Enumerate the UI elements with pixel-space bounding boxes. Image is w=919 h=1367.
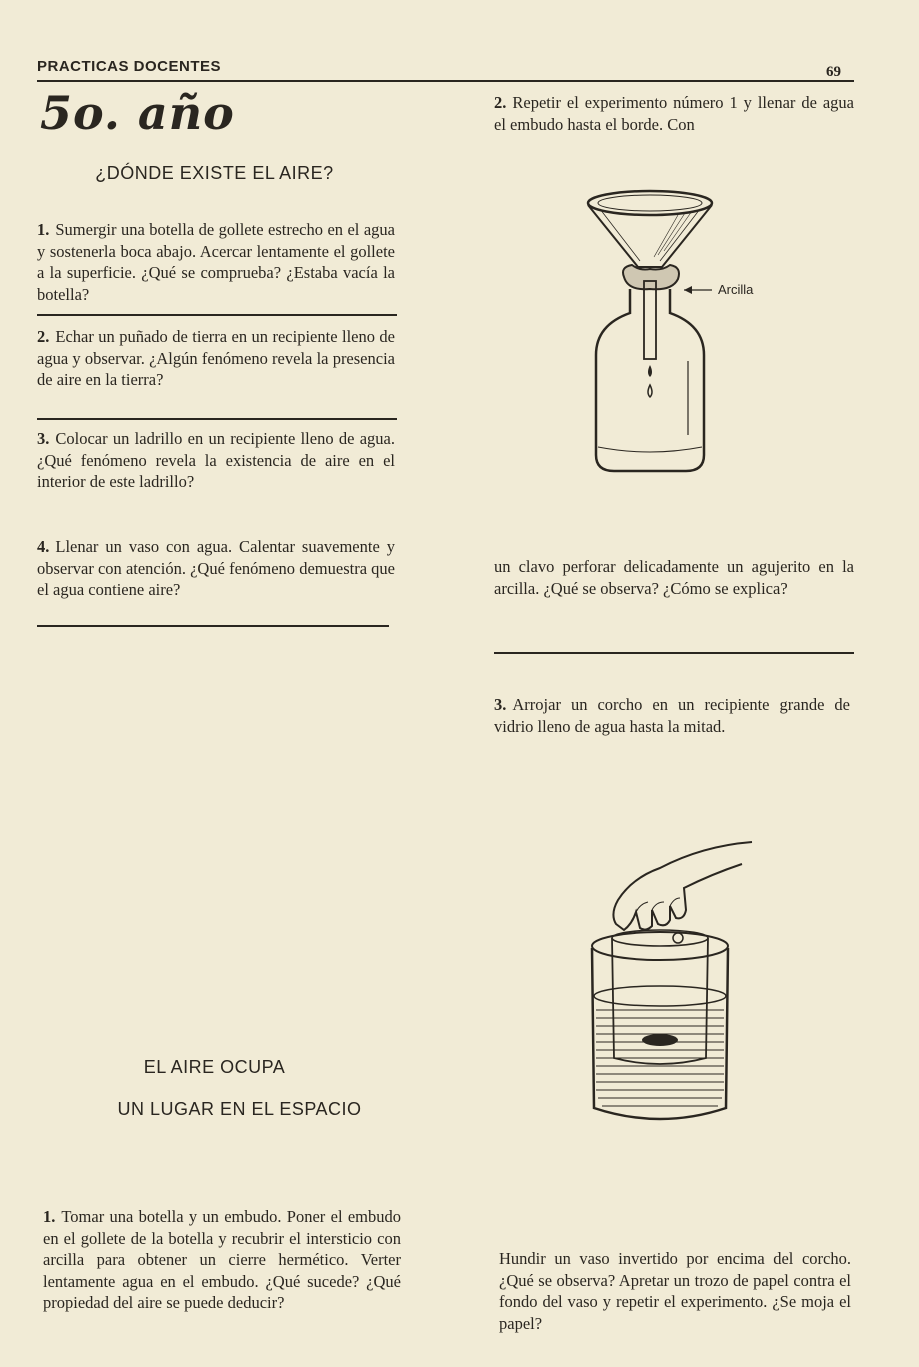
exercise-text: Colocar un ladrillo en un recipiente lleno de agua. ¿Qué fenómeno revela la existencia de aire en el interior de este ladrillo? — [37, 429, 395, 491]
divider — [37, 418, 397, 420]
exercise-text: Echar un puñado de tierra en un recipiente lleno de agua y observar. ¿Algún fenómeno revela la presencia de aire en la tierra? — [37, 327, 395, 389]
exercise-1 — [37, 219, 395, 305]
grade-title: 5o. año — [40, 86, 235, 140]
exercise-number: 1. — [37, 220, 50, 239]
exercise-text: Repetir el experimento número 1 y llenar de agua el embudo hasta el borde. Con — [494, 93, 854, 134]
exercise-right-2-continued: un clavo perforar delicadamente un agujerito en la arcilla. ¿Qué se observa? ¿Cómo se explica? — [494, 557, 854, 598]
exercise-4 — [37, 536, 395, 601]
exercise-number: 3. — [37, 429, 50, 448]
inverted-glass-cork-illustration — [582, 838, 772, 1128]
exercise-number: 4. — [37, 537, 50, 556]
divider — [494, 652, 854, 654]
exercise-right-3-intro — [494, 694, 850, 737]
header-rule — [37, 80, 854, 82]
divider — [37, 314, 397, 316]
exercise-3 — [37, 428, 395, 493]
exercise-text: Tomar una botella y un embudo. Poner el embudo en el gollete de la botella y recubrir el intersticio con arcilla para obtener un cierre hermético. Verter lentamente agua en el embudo. ¿Qué sucede? ¿Qué propiedad del aire se puede deducir? — [43, 1207, 401, 1312]
section-heading-where-air: ¿DÓNDE EXISTE EL AIRE? — [95, 163, 334, 183]
exercise-text: Arrojar un corcho en un recipiente grande de vidrio lleno de agua hasta la mitad. — [494, 695, 850, 736]
exercise-number: 1. — [43, 1207, 56, 1226]
running-header: PRACTICAS DOCENTES — [37, 58, 222, 75]
exercise-number: 2. — [494, 93, 507, 112]
exercise-right-3-continued: Hundir un vaso invertido por encima del corcho. ¿Qué se observa? Apretar un trozo de papel contra el fondo del vaso y repetir el experimento. ¿Se moja el papel? — [499, 1249, 851, 1333]
exercise-text: Sumergir una botella de gollete estrecho en el agua y sostenerla boca abajo. Acercar lentamente el gollete a la superficie. ¿Qué se comprueba? ¿Estaba vacía la botella? — [37, 220, 395, 304]
section-heading-air-occupies-line2: UN LUGAR EN EL ESPACIO — [117, 1099, 362, 1119]
section-heading-air-occupies: EL AIRE OCUPA — [143, 1057, 286, 1077]
exercise-number: 2. — [37, 327, 50, 346]
exercise-2 — [37, 326, 395, 391]
exercise-text: Llenar un vaso con agua. Calentar suavemente y observar con atención. ¿Qué fenómeno demuestra que el agua contiene aire? — [37, 537, 395, 599]
exercise-right-2-intro — [494, 92, 854, 135]
page-number: 69 — [826, 64, 841, 80]
exercise-number: 3. — [494, 695, 507, 714]
funnel-bottle-illustration — [580, 185, 800, 475]
exercise-air-space-1 — [43, 1206, 401, 1314]
divider — [37, 625, 389, 627]
figure-label-clay: Arcilla — [718, 282, 754, 297]
